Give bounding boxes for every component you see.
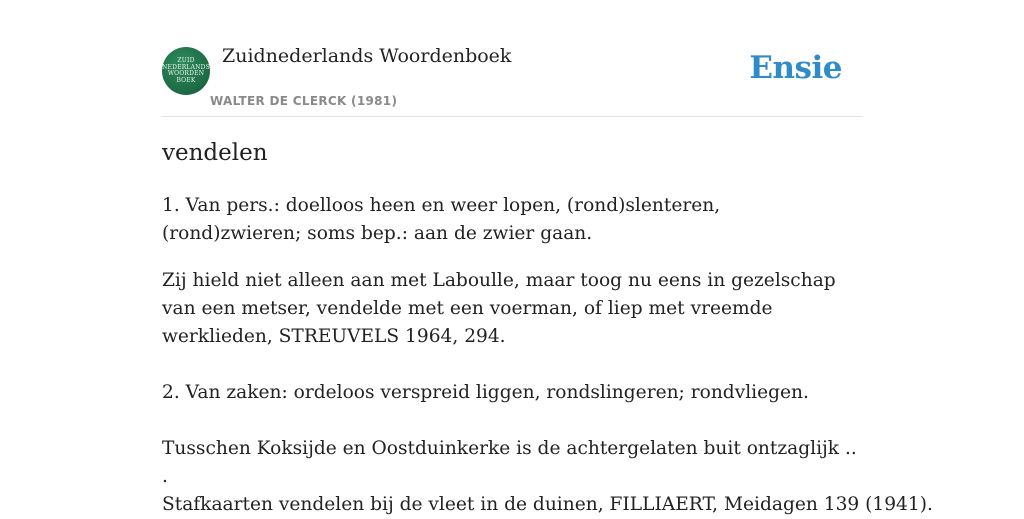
logo-line: ZUID: [177, 57, 195, 64]
definition-paragraph: 1. Van pers.: doelloos heen en weer lopen, (rond)slenteren, (rond)zwieren; soms bep.: aan de zwier gaan.: [162, 195, 721, 244]
logo-line: WOORDEN: [167, 70, 205, 77]
entry-headword: vendelen: [162, 140, 268, 166]
definition-paragraph: 2. Van zaken: ordeloos verspreid liggen, rondslingeren; rondvliegen.: [162, 382, 809, 403]
header: [162, 0, 862, 117]
logo-line: BOEK: [176, 76, 196, 84]
book-title-link[interactable]: Zuidnederlands Woordenboek: [222, 45, 512, 67]
logo-line: NEDERLANDS: [162, 63, 210, 71]
example-quote: Zij hield niet alleen aan met Laboulle, maar toog nu eens in gezelschap van een metser, vendelde met een voerman, of liep met vreemde werklieden, STREUVELS 1964, 294.: [162, 270, 836, 347]
book-logo[interactable]: [162, 47, 210, 95]
author-label: WALTER DE CLERCK (1981): [210, 94, 398, 108]
ensie-logo-link[interactable]: Ensie: [749, 50, 842, 86]
page: [162, 0, 933, 515]
example-quote: Tusschen Koksijde en Oostduinkerke is de achtergelaten buit ontzaglijk .. .: [162, 438, 857, 487]
example-quote: Stafkaarten vendelen bij de vleet in de duinen, FILLIAERT, Meidagen 139 (1941).: [162, 494, 933, 515]
